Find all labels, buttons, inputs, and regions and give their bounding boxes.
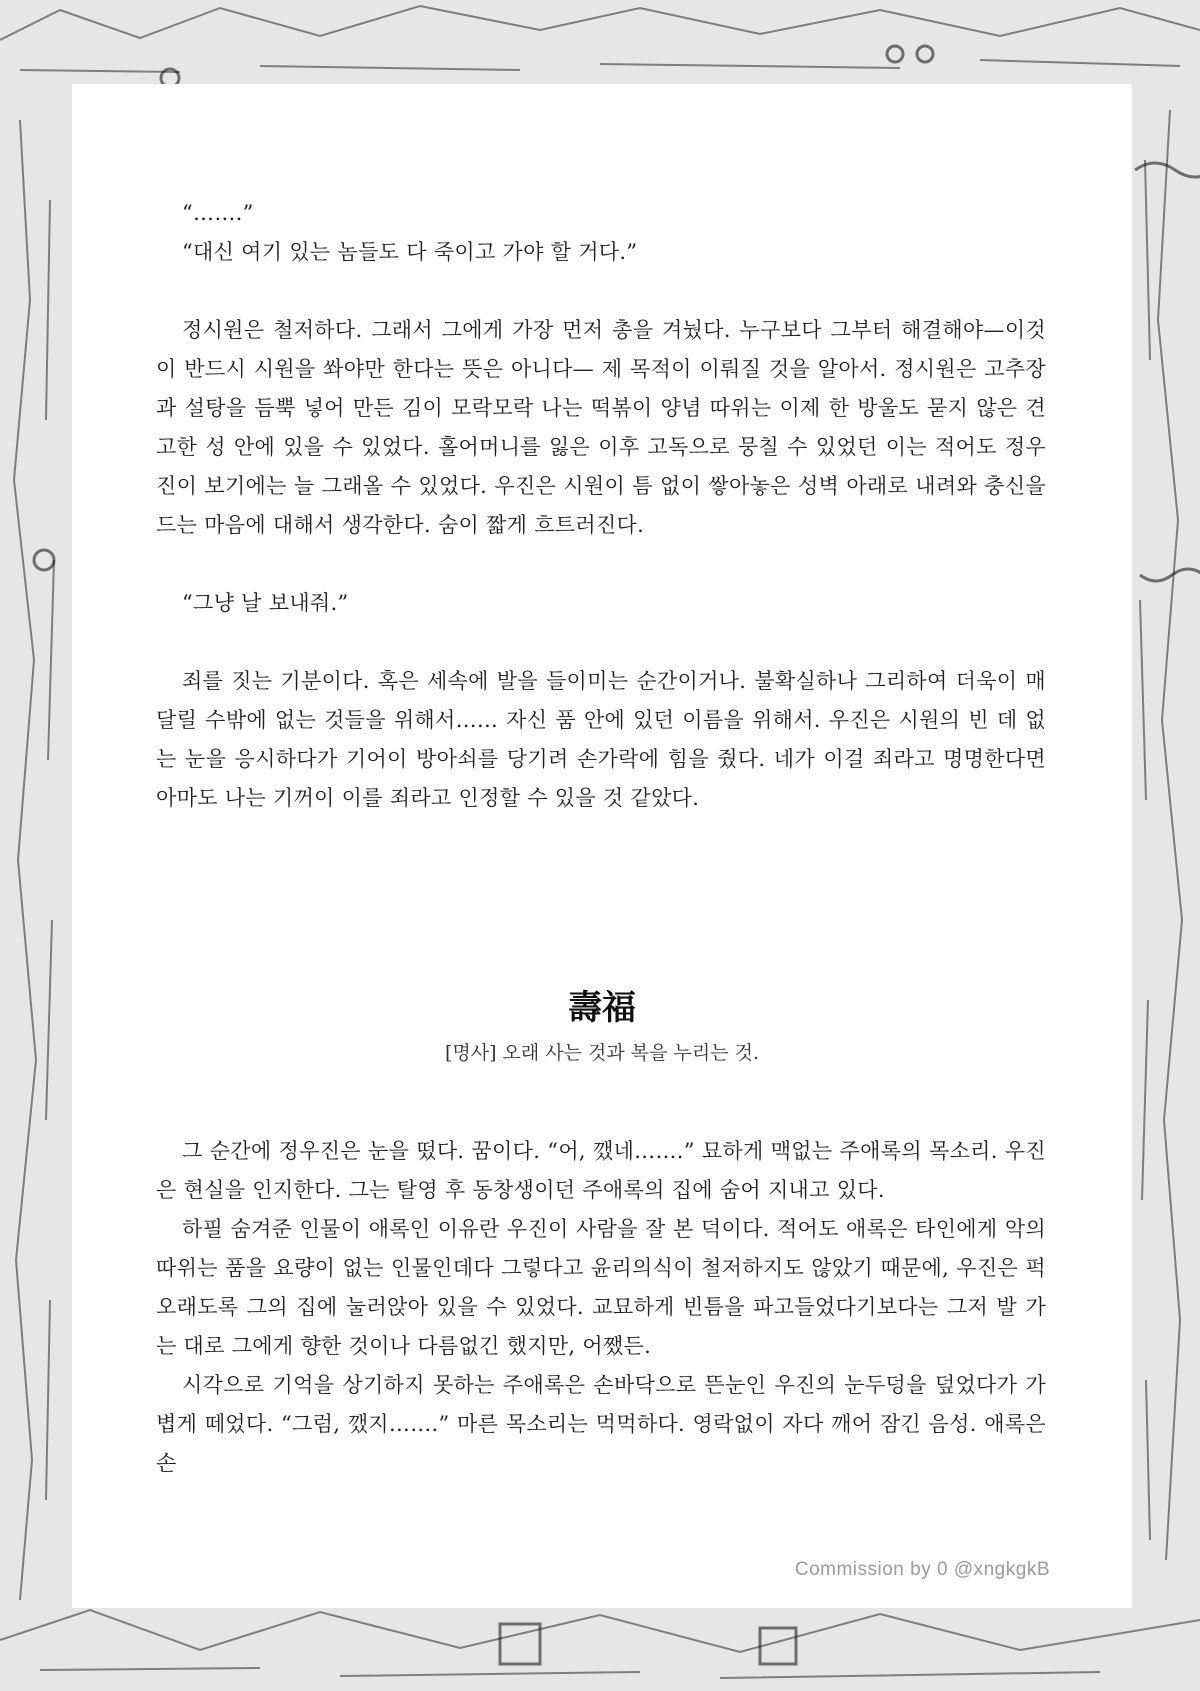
story-section-2 [156,1132,1046,1483]
paragraph: 시각으로 기억을 상기하지 못하는 주애록은 손바닥으로 뜬눈인 우진의 눈두덩을 덮었다가 가볍게 떼었다. “그럼, 깼지…….” 마른 목소리는 먹먹하다. 영락없이 자다 깨어 잠긴 음성. 애록은 손 [156,1373,1046,1475]
chapter-definition: [명사] 오래 사는 것과 복을 누리는 것. [444,1042,760,1064]
story-section-1 [156,194,1046,818]
paragraph-break [156,623,1046,662]
commission-credit: Commission by 0 @xngkgkB [794,1559,1050,1580]
paragraph-break [156,545,1046,584]
dialogue-line: “그냥 날 보내줘.” [182,591,349,615]
paragraph: 하필 숨겨준 인물이 애록인 이유란 우진이 사람을 잘 본 덕이다. 적어도 애록은 타인에게 악의 따위는 품을 요량이 없는 인물인데다 그렇다고 윤리의식이 철저하지도 않았기 때문에, 우진은 퍽 오래도록 그의 집에 눌러앉아 있을 수 있었다. 교묘하게 빈틈을 파고들었다기보다는 그저 발 가는 대로 그에게 향한 것이나 다름없긴 했지만, 어쨌든. [156,1217,1046,1358]
document-page [72,84,1132,1608]
paragraph: 정시원은 철저하다. 그래서 그에게 가장 먼저 총을 겨눴다. 누구보다 그부터 해결해야—이것이 반드시 시원을 쏴야만 한다는 뜻은 아니다— 제 목적이 이뤄질 것을 알아서. 정시원은 고추장과 설탕을 듬뿍 넣어 만든 김이 모락모락 나는 떡볶이 양념 따위는 이제 한 방울도 묻지 않은 견고한 성 안에 있을 수 있었다. 홀어머니를 잃은 이후 고독으로 뭉칠 수 있었던 이는 적어도 정우진이 보기에는 늘 그래올 수 있었다. 우진은 시원이 틈 없이 쌓아놓은 성벽 아래로 내려와 충신을 드는 마음에 대해서 생각한다. 숨이 짧게 흐트러진다. [156,318,1046,537]
chapter-heading [72,986,1132,1068]
dialogue-line: “…….” [182,201,254,225]
paragraph: 그 순간에 정우진은 눈을 떴다. 꿈이다. “어, 깼네…….” 묘하게 맥없는 주애록의 목소리. 우진은 현실을 인지한다. 그는 탈영 후 동창생이던 주애록의 집에 숨어 지내고 있다. [156,1139,1046,1202]
chapter-title: 壽福 [568,988,636,1028]
dialogue-line: “대신 여기 있는 놈들도 다 죽이고 가야 할 거다.” [182,240,638,264]
paragraph-break [156,272,1046,311]
paragraph: 죄를 짓는 기분이다. 혹은 세속에 발을 들이미는 순간이거나. 불확실하나 그리하여 더욱이 매달릴 수밖에 없는 것들을 위해서…… 자신 품 안에 있던 이름을 위해서. 우진은 시원의 빈 데 없는 눈을 응시하다가 기어이 방아쇠를 당기려 손가락에 힘을 줬다. 네가 이걸 죄라고 명명한다면 아마도 나는 기꺼이 이를 죄라고 인정할 수 있을 것 같았다. [156,669,1046,810]
